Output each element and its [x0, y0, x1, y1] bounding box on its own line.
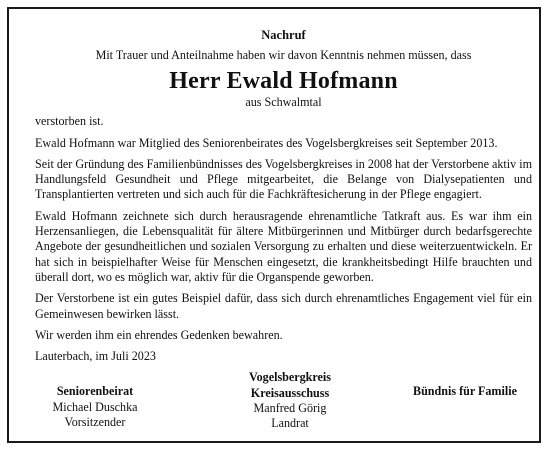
org-senior-council: Seniorenbeirat: [56, 384, 134, 399]
obituary-content: [35, 27, 532, 450]
paragraph-family-alliance: Seit der Gründung des Familienbündnisses des Vogelsbergkreises in 2008 hat der Verstorbene aktiv im Handlungsfeld Gesundheit und Pflege mitgearbeitet, die Belange von Dialysepatienten und Transplantierten vertreten und sich auch für die Fachkräftesicherung in der Pflege engagiert.: [35, 156, 532, 202]
signer-role-middle: Landrat: [271, 416, 309, 431]
org-family-alliance: Bündnis für Familie: [413, 384, 517, 399]
signer-name-left: Michael Duschka: [52, 399, 138, 414]
signature-senior-council: [25, 384, 165, 430]
paragraph-remembrance: Wir werden ihm ein ehrendes Gedenken bewahren.: [35, 327, 283, 342]
signer-role-left: Vorsitzender: [64, 415, 126, 430]
deceased-origin: aus Schwalmtal: [245, 95, 322, 110]
died-line: verstorben ist.: [35, 114, 104, 129]
org-district-line2: Kreisausschuss: [250, 385, 330, 400]
signer-name-middle: Manfred Görig: [253, 401, 327, 416]
obituary-intro: Mit Trauer und Anteilnahme haben wir davon Kenntnis nehmen müssen, dass: [95, 48, 472, 62]
place-date: Lauterbach, im Juli 2023: [35, 349, 156, 364]
paragraph-membership: Ewald Hofmann war Mitglied des Seniorenbeirates des Vogelsbergkreises seit September 2013.: [35, 135, 498, 150]
paragraph-example: Der Verstorbene ist ein gutes Beispiel dafür, dass sich durch ehrenamtliches Engagement viel für ein Gemeinwesen bewirken lässt.: [35, 291, 532, 321]
paragraph-commitment: Ewald Hofmann zeichnete sich durch herausragende ehrenamtliche Tatkraft aus. Es war ihm ein Herzensanliegen, die Lebensqualität für ältere Mitbürgerinnen und Mitbürger durch bedarfsgerechte Angebote der gesundheitlichen und sozialen Versorgung zu erhalten und diese weiterzuentwickeln. Er hat sich in beispielhafter Weise für Menschen eingesetzt, die krankheitsbedingt Hilfe brauchten und überall dort, wo es möglich war, aktiv für die Organspende geworben.: [35, 208, 532, 284]
signature-family-alliance: [375, 384, 550, 399]
deceased-name: Herr Ewald Hofmann: [169, 68, 398, 95]
signature-district: [215, 370, 365, 431]
org-district-line1: Vogelsbergkreis: [249, 370, 331, 385]
obituary-heading: Nachruf: [261, 28, 306, 42]
obituary-frame: [7, 7, 541, 443]
signature-block: [35, 370, 532, 450]
